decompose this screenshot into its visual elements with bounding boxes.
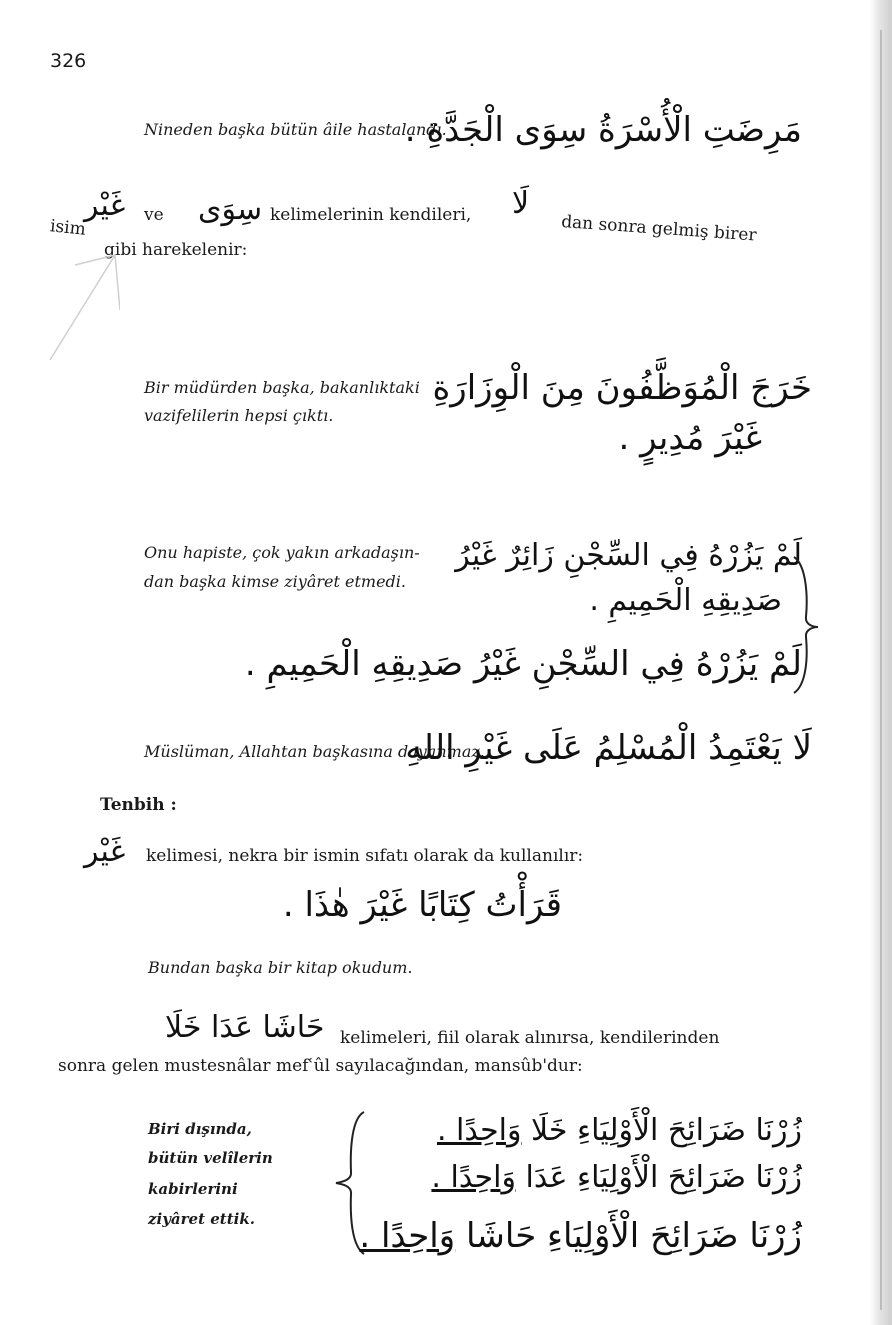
page-edge-line [880,30,882,1310]
ex5-arabic-line1 [437,1113,802,1148]
ex4-arabic: لَا يَعْتَمِدُ الْمُسْلِمُ عَلَى غَيْرِ اللهِ [405,728,812,768]
tenbih-text: kelimesi, nekra bir ismin sıfatı olarak da kullanılır: [146,846,584,866]
tenbih-heading: Tenbih : [100,795,177,815]
ex5-arabic-line3-underlined: وَاحِدًا . [359,1216,456,1256]
rule1-ve: ve [144,205,164,225]
ex5-arabic-line2 [431,1160,802,1195]
rule2-text-line1: kelimeleri, fiil olarak alınırsa, kendilerinden [340,1028,720,1048]
tenbih-word-ghayr: غَيْر [84,834,126,869]
rule1-text-a: kelimelerinin kendileri, [270,205,472,225]
rule1-word-la: لَا [512,186,530,221]
ex5-translation-line1: Biri dışında, [148,1120,252,1138]
rule2-text-line2: sonra gelen mustesnâlar mefʿûl sayılacağından, mansûb'dur: [58,1056,583,1076]
ex5-arabic-line2-underlined: وَاحِدًا . [431,1160,516,1195]
ex2-translation-line1: Bir müdürden başka, bakanlıktaki [144,378,420,397]
ex5-arabic-line3 [359,1216,802,1256]
ex2-translation-line2: vazifelilerin hepsi çıktı. [144,406,334,425]
ex5-translation-line4: ziyâret ettik. [148,1210,255,1228]
rule1-isim: isim [49,216,87,240]
ex3-arabic-line3: لَمْ يَزُرْهُ فِي السِّجْنِ غَيْرُ صَدِيقِهِ الْحَمِيمِ . [244,644,802,684]
rule1-word-siwa: سِوَى [198,192,263,227]
tenbih-arabic: قَرَأْتُ كِتَابًا غَيْرَ هٰذَا . [282,885,562,925]
ex1-translation: Nineden başka bütün âile hastalandı. [144,120,447,139]
ex3-translation-line2: dan başka kimse ziyâret etmedi. [144,572,406,591]
rule1-text-b: dan sonra gelmiş birer [560,212,758,246]
rule1-word-ghayr: غَيْر [84,188,126,223]
ex2-arabic-line2: غَيْرَ مُدِيرٍ . [618,418,762,458]
ex5-translation-line3: kabirlerini [148,1180,238,1198]
tenbih-translation: Bundan başka bir kitap okudum. [148,958,413,977]
ex5-arabic-line2-main: زُرْنَا ضَرَائِحَ الْأَوْلِيَاءِ عَدَا [525,1160,802,1195]
page-number: 326 [50,50,87,72]
ex5-translation-line2: bütün velîlerin [148,1149,273,1167]
ex1-arabic: مَرِضَتِ الْأُسْرَةُ سِوَى الْجَدَّةِ . [404,110,802,150]
rule2-words: حَاشَا عَدَا خَلَا [165,1010,325,1045]
ex3-translation-line1: Onu hapiste, çok yakın arkadaşın- [144,543,420,562]
ex3-brace [786,555,826,695]
ex3-arabic-line1: لَمْ يَزُرْهُ فِي السِّجْنِ زَائِرٌ غَيْرُ [455,538,802,573]
ex5-arabic-line1-underlined: وَاحِدًا . [436,1113,522,1148]
ex4-translation: Müslüman, Allahtan başkasına dayanmaz. [144,742,485,761]
ex5-arabic-line3-main: زُرْنَا ضَرَائِحَ الْأَوْلِيَاءِ حَاشَا [465,1216,802,1256]
ex2-arabic-line1: خَرَجَ الْمُوَظَّفُونَ مِنَ الْوِزَارَةِ [432,368,812,408]
ex5-arabic-line1-main: زُرْنَا ضَرَائِحَ الْأَوْلِيَاءِ خَلَا [531,1113,802,1148]
ex3-arabic-line2: صَدِيقِهِ الْحَمِيمِ . [589,583,782,618]
pencil-mark [20,250,120,370]
rule1-text-c: gibi harekelenir: [104,240,248,260]
